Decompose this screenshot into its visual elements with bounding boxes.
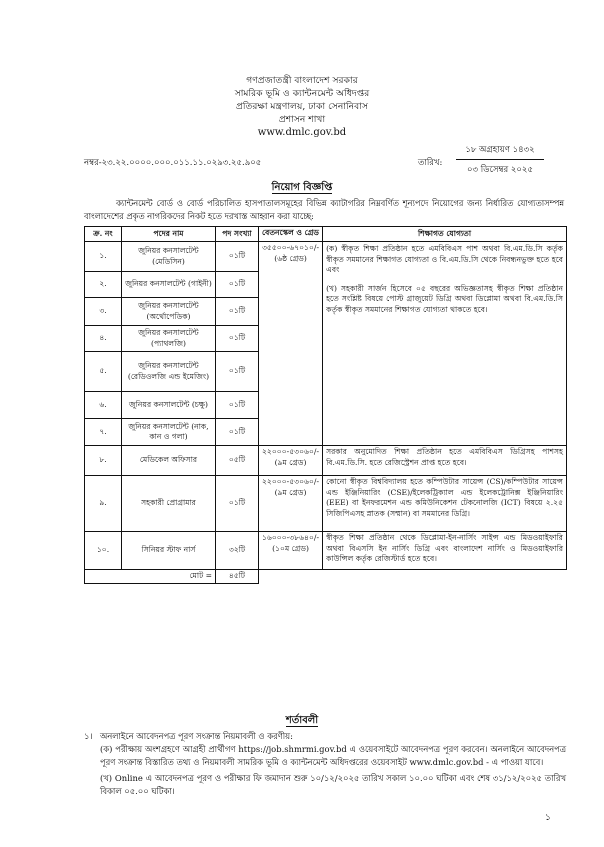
row-post-count: ০৫টি bbox=[216, 446, 259, 476]
terms-list bbox=[84, 730, 566, 798]
term-item bbox=[84, 730, 566, 798]
row-post-name: জুনিয়র কনসালটেন্ট (অর্থোপেডিক) bbox=[122, 298, 216, 326]
letterhead bbox=[0, 74, 604, 139]
website-link[interactable]: www.dmlc.gov.bd bbox=[257, 127, 347, 138]
row-serial: ৬. bbox=[85, 392, 122, 419]
total-label: মোট = bbox=[85, 570, 216, 584]
row-serial: ১. bbox=[85, 242, 122, 272]
row-post-count: ০১টি bbox=[216, 476, 259, 532]
row-post-name: জুনিয়র কনসালটেন্ট (নাক, কান ও গলা) bbox=[122, 419, 216, 446]
row-qualification: স্বীকৃত শিক্ষা প্রতিষ্ঠান থেকে ডিপ্লোমা-ইন-নার্সিং সাইন্স এন্ড মিডওয়াইফারি অথবা বিএসসি ইন নার্সিং ডিগ্রি এবং বাংলাদেশ নার্সিং ও মিডওয়াইফারি কাউন্সিল কর্তৃক রেজিস্টার্ড হতে হবে। bbox=[323, 532, 567, 570]
table-header-row bbox=[85, 227, 567, 242]
table-row bbox=[85, 476, 567, 532]
row-post-name: জুনিয়র কনসালটেন্ট (চক্ষু) bbox=[122, 392, 216, 419]
row-post-count: ০১টি bbox=[216, 419, 259, 446]
table-row bbox=[85, 532, 567, 570]
row-post-count: ০১টি bbox=[216, 242, 259, 272]
row-post-name: জুনিয়র কনসালটেন্ট (গাইনী) bbox=[122, 272, 216, 298]
qualification-ka: (ক) স্বীকৃত শিক্ষা প্রতিষ্ঠান হতে এমবিবিএস পাশ অথবা বি.এম.ডি.সি কর্তৃক স্বীকৃত সমমানের শিক্ষাগত যোগ্যতা ও বি.এম.ডি.সি থেকে নিবন্ধনভুক্ত হতে হবে এবং bbox=[326, 244, 563, 274]
row-post-name: মেডিকেল অফিসার bbox=[122, 446, 216, 476]
row-serial: ২. bbox=[85, 272, 122, 298]
term-heading: অনলাইনে আবেদনপত্র পূরণ সংক্রান্ত নিয়মাবলী ও করণীয়: bbox=[100, 731, 293, 741]
qualification-kha: (খ) সহকারী সার্জন হিসেবে ০৫ বছরের অভিজ্ঞতাসহ স্বীকৃত শিক্ষা প্রতিষ্ঠান হতে সংশ্লিষ্ট বিষয়ে পোস্ট গ্রাজুয়েট ডিগ্রি অথবা ডিপ্লোমা অথবা বি.এম.ডি.সি কর্তৃক স্বীকৃত সমমানের শিক্ষাগত যোগ্যতা থাকতে হবে। bbox=[326, 283, 563, 314]
row-serial: ১০. bbox=[85, 532, 122, 570]
vacancy-table bbox=[84, 226, 567, 584]
notice-title: নিয়োগ বিজ্ঞপ্তি bbox=[271, 182, 333, 193]
term-number: ১। bbox=[84, 731, 93, 741]
row-serial: ৮. bbox=[85, 446, 122, 476]
row-pay-scale: ১৬০০০-৩৮৬৪০/- (১০ম গ্রেড) bbox=[259, 532, 323, 570]
page-number: ১ bbox=[545, 813, 551, 823]
bangla-date: ১৮ অগ্রহায়ণ ১৪৩২ bbox=[456, 143, 544, 160]
term-para-ka: (ক) পরীক্ষায় অংশগ্রহণে আগ্রহী প্রার্থীগণ https://job.shmrmi.gov.bd এ ওয়েবসাইটে আবেদনপত্র পূরণ করবেন। অনলাইনে আবেদনপত্র পূরণ সংক্রান্ত বিস্তারিত তথ্য ও নিয়মাবলী সামরিক ভূমি ও ক্যান্টনমেন্ট অধিদপ্তরের ওয়েবসাইট www.dmlc.gov.bd - এ পাওয়া যাবে। bbox=[100, 744, 566, 767]
govt-name: গণপ্রজাতন্ত্রী বাংলাদেশ সরকার bbox=[246, 75, 358, 86]
gregorian-date: ০৩ ডিসেম্বর ২০২৫ bbox=[467, 165, 533, 175]
row-post-count: ০১টি bbox=[216, 326, 259, 352]
row-pay-scale: ৩৫৫০০-৬৭০১০/- (৬ষ্ঠ গ্রেড) bbox=[259, 242, 323, 446]
table-row bbox=[85, 242, 567, 272]
date-label: তারিখ: bbox=[418, 158, 443, 168]
row-post-name: জুনিয়র কনসালটেন্ট (রেডিওলজি এন্ড ইমেজিং) bbox=[122, 352, 216, 392]
row-post-count: ০১টি bbox=[216, 272, 259, 298]
row-serial: ৩. bbox=[85, 298, 122, 326]
row-post-name: সহকারী প্রোগ্রামার bbox=[122, 476, 216, 532]
row-pay-scale: ২২০০০-৫৩০৬০/- (৯ম গ্রেড) bbox=[259, 446, 323, 476]
row-post-count: ০১টি bbox=[216, 298, 259, 326]
department-name: সামরিক ভূমি ও ক্যান্টনমেন্ট অধিদপ্তর bbox=[234, 88, 370, 99]
row-serial: ৫. bbox=[85, 352, 122, 392]
ministry-name: প্রতিরক্ষা মন্ত্রণালয়, ঢাকা সেনানিবাস bbox=[235, 101, 369, 112]
memo-number: নম্বর-২৩.২২.০০০০.০০০.০১১.১১.০২৯৩.২৫.৯০৫ bbox=[84, 158, 262, 168]
date-values bbox=[456, 143, 544, 177]
row-post-name: সিনিয়র স্টাফ নার্স bbox=[122, 532, 216, 570]
branch-name: প্রশাসন শাখা bbox=[278, 114, 326, 125]
row-qualification bbox=[323, 242, 567, 446]
col-header-count: পদ সংখ্যা bbox=[216, 227, 259, 242]
row-post-name: জুনিয়র কনসালটেন্ট (প্যাথলজি) bbox=[122, 326, 216, 352]
term-para-kha: (খ) Online এ আবেদনপত্র পূরণ ও পরীক্ষার ফি জমাদান শুরু ১০/১২/২০২৫ তারিখ সকাল ১০.০০ ঘটিকা এবং শেষ ৩১/১২/২০২৫ তারিখ বিকাল ০৫.০০ ঘটিকা। bbox=[100, 773, 566, 796]
row-serial: ৯. bbox=[85, 476, 122, 532]
row-post-count: ০১টি bbox=[216, 392, 259, 419]
table-row bbox=[85, 446, 567, 476]
col-header-serial: ক্র. নং bbox=[85, 227, 122, 242]
total-row-spacer bbox=[259, 570, 567, 584]
row-serial: ৪. bbox=[85, 326, 122, 352]
col-header-qualification: শিক্ষাগত যোগ্যতা bbox=[323, 227, 567, 242]
row-post-name: জুনিয়র কনসালটেন্ট (মেডিসিন) bbox=[122, 242, 216, 272]
row-qualification: সরকার অনুমোদিত শিক্ষা প্রতিষ্ঠান হতে এমবিবিএস ডিগ্রিসহ পাশসহ বি.এম.ডি.সি. হতে রেজিস্ট্রেশন প্রাপ্ত হতে হবে। bbox=[323, 446, 567, 476]
row-serial: ৭. bbox=[85, 419, 122, 446]
terms-title: শর্তাবলী bbox=[285, 715, 319, 726]
col-header-post: পদের নাম bbox=[122, 227, 216, 242]
total-row bbox=[85, 570, 567, 584]
col-header-scale: বেতনস্কেল ও গ্রেড bbox=[259, 227, 323, 242]
row-post-count: ৩২টি bbox=[216, 532, 259, 570]
row-qualification: কোনো স্বীকৃত বিশ্ববিদ্যালয় হতে কম্পিউটার সায়েন্স (CS)/কম্পিউটার সায়েন্স এন্ড ইঞ্জিনিয়ারিং (CSE)/ইলেকট্রিক্যাল এন্ড ইলেকট্রোনিক্স ইঞ্জিনিয়ারিং (EEE) বা ইনফরমেশন এন্ড কমিউনিকেশন টেকনোলজি (ICT) বিষয়ে ২.২৫ সিজিপিএসহ স্নাতক (সম্মান) বা সমমানের ডিগ্রি। bbox=[323, 476, 567, 532]
row-post-count: ০১টি bbox=[216, 352, 259, 392]
intro-paragraph: ক্যান্টনমেন্ট বোর্ড ও বোর্ড পরিচালিত হাসপাতালসমূহের বিভিন্ন ক্যাটাগরির নিম্নবর্ণিত শূন্যপদে নিয়োগের জন্য নির্ধারিত যোগ্যতাসম্পন্ন বাংলাদেশের প্রকৃত নাগরিকদের নিকট হতে দরখাস্ত আহ্বান করা যাচ্ছে: bbox=[84, 198, 564, 221]
total-value: ৪৫টি bbox=[216, 570, 259, 584]
row-pay-scale: ২২০০০-৫৩০৬০/- (৯ম গ্রেড) bbox=[259, 476, 323, 532]
